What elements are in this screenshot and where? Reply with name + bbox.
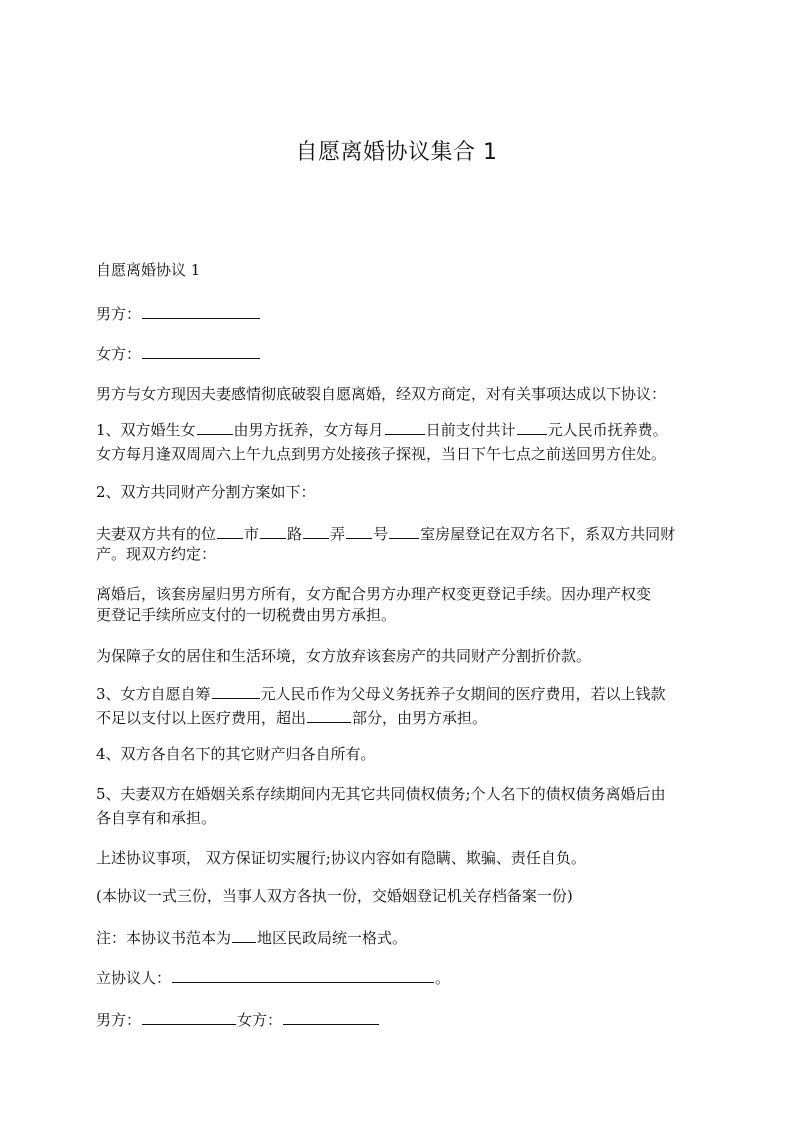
property-text-a: 夫妻双方共有的位 <box>96 525 217 543</box>
item1-line2: 女方每月逢双周周六上午九点到男方处接孩子探视，当日下午七点之前送回男方住处。 <box>96 445 667 463</box>
sign-male-label: 男方： <box>96 1011 142 1029</box>
province-blank <box>217 522 243 539</box>
female-party-line <box>96 342 706 366</box>
divorce-line2: 更登记手续所应支付的一切税费由男方承担。 <box>96 606 397 624</box>
document-title: 自愿离婚协议集合 1 <box>295 140 498 165</box>
note-text-a: 注：本协议书范本为 <box>96 929 232 947</box>
item5-line2: 各自享有和承担。 <box>96 809 217 827</box>
note-line <box>96 926 706 950</box>
child-name-blank <box>197 418 233 435</box>
property-text-b: 市 <box>244 525 260 543</box>
male-party-label: 男方： <box>96 305 142 323</box>
female-name-blank <box>142 342 260 359</box>
sign-female-label: 女方： <box>237 1011 283 1029</box>
city-blank <box>260 522 286 539</box>
property-line2: 产。现双方约定： <box>96 545 217 563</box>
item3-text-c: 不足以支付以上医疗费用，超出 <box>96 709 307 727</box>
item3-text-d: 部分，由男方承担。 <box>352 709 488 727</box>
road-blank <box>303 522 329 539</box>
divorce-line1: 离婚后，该套房屋归男方所有，女方配合男方办理产权变更登记手续。因办理产权变 <box>96 585 652 603</box>
item3-line1 <box>96 682 706 706</box>
item1-text-b: 由男方抚养，女方每月 <box>233 421 384 439</box>
item2-heading: 2、双方共同财产分割方案如下： <box>96 483 316 501</box>
item5-line1: 5、夫妻双方在婚姻关系存续期间内无其它共同债权债务;个人名下的债权债务离婚后由 <box>96 785 666 803</box>
signer-end-mark: 。 <box>435 969 451 987</box>
region-blank <box>232 926 256 943</box>
property-text-d: 弄 <box>330 525 346 543</box>
item3-line2 <box>96 706 706 730</box>
sign-female-blank <box>283 1008 379 1025</box>
lane-blank <box>346 522 372 539</box>
male-name-blank <box>142 302 260 319</box>
promise-paragraph: 上述协议事项， 双方保证切实履行;协议内容如有隐瞒、欺骗、责任自负。 <box>96 849 586 867</box>
item3-text-b: 元人民币作为父母义务抚养子女期间的医疗费用，若以上钱款 <box>260 685 666 703</box>
signer-label: 立协议人： <box>96 969 172 987</box>
property-text-f: 室房屋登记在双方名下，系双方共同财 <box>420 525 676 543</box>
note-text-b: 地区民政局统一格式。 <box>257 929 408 947</box>
item1-text-a: 1、双方婚生女 <box>96 421 196 439</box>
item1-text-c: 日前支付共计 <box>425 421 516 439</box>
payment-day-blank <box>385 418 425 435</box>
sign-male-blank <box>142 1008 236 1025</box>
support-amount-blank <box>517 418 547 435</box>
female-party-label: 女方： <box>96 345 142 363</box>
signer-line <box>96 966 706 990</box>
number-blank <box>389 522 419 539</box>
medical-amount-blank <box>212 682 260 699</box>
excess-amount-blank <box>307 706 351 723</box>
item3-text-a: 3、女方自愿自筹 <box>96 685 211 703</box>
item4-paragraph: 4、双方各自名下的其它财产归各自所有。 <box>96 745 376 763</box>
item1-line1 <box>96 418 706 442</box>
signer-blank <box>172 966 434 983</box>
agreement-subtitle: 自愿离婚协议 1 <box>96 261 201 279</box>
item1-text-d: 元人民币抚养费。 <box>547 421 668 439</box>
male-party-line <box>96 302 706 326</box>
property-text-c: 路 <box>287 525 303 543</box>
property-text-e: 号 <box>373 525 389 543</box>
signature-line <box>96 1008 706 1032</box>
intro-paragraph: 男方与女方现因夫妻感情彻底破裂自愿离婚，经双方商定，对有关事项达成以下协议： <box>96 385 667 403</box>
copies-paragraph: (本协议一式三份，当事人双方各执一份，交婚姻登记机关存档备案一份) <box>96 887 573 905</box>
guarantee-paragraph: 为保障子女的居住和生活环境，女方放弃该套房产的共同财产分割折价款。 <box>96 647 592 665</box>
